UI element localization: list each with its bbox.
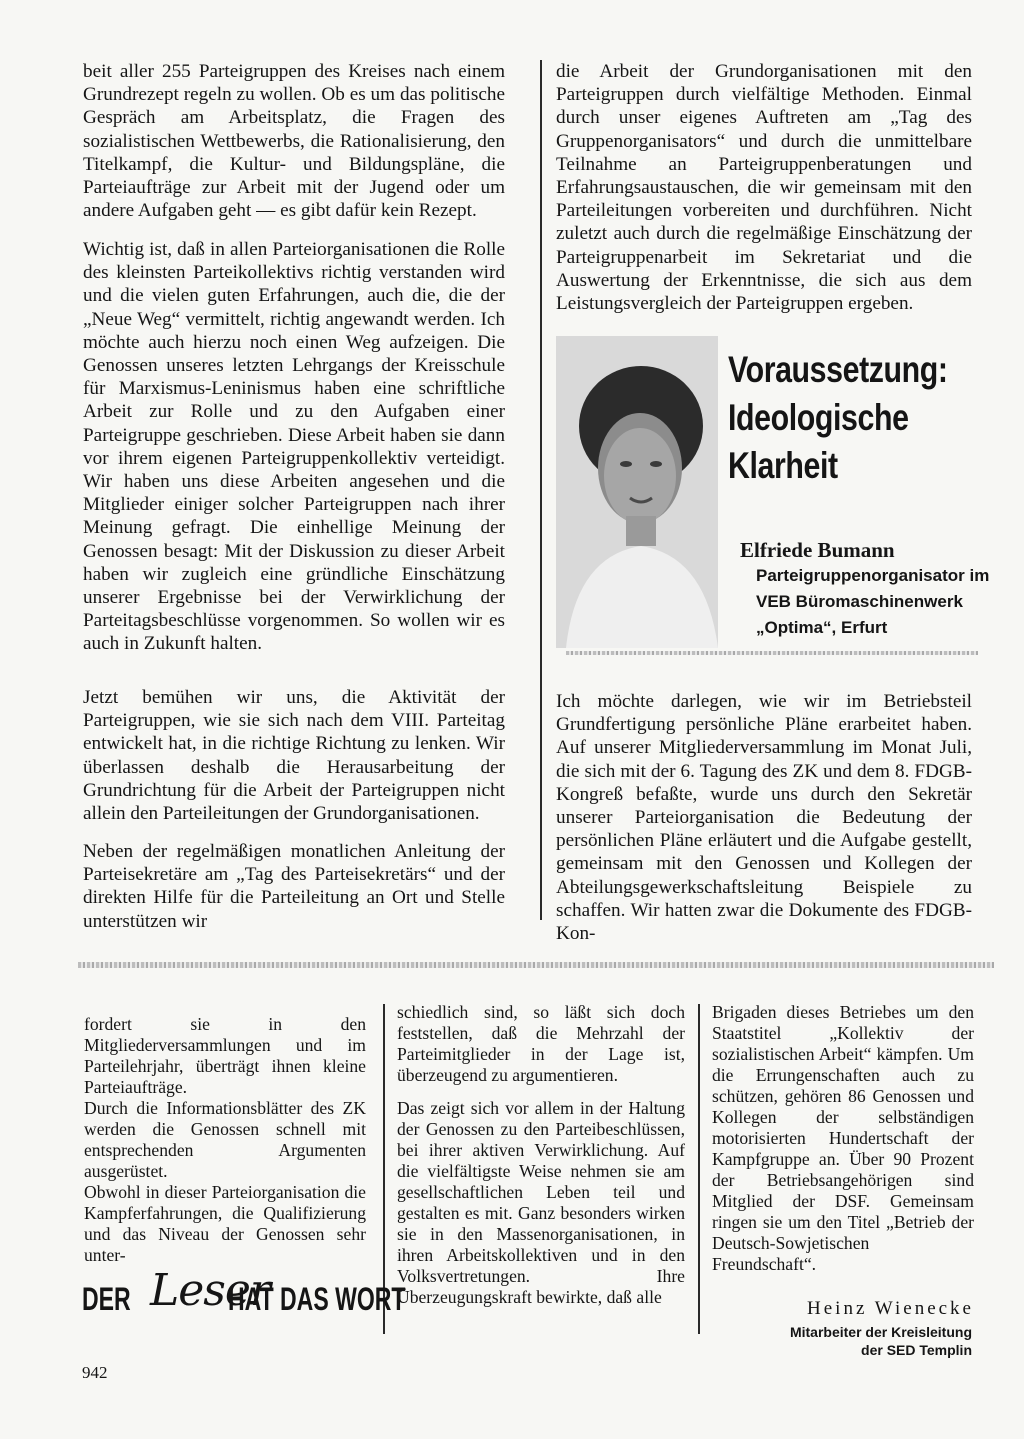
signature-role-line-2: der SED Templin [861, 1342, 972, 1358]
banner-text-hat-das-wort: HAT DAS WORT [228, 1281, 406, 1317]
paragraph-bottom-left-1: fordert sie in den Mitgliederversammlungen und im Parteilehrjahr, überträgt ihnen kleine Parteiaufträge. [84, 1014, 366, 1097]
paragraph-top-left-2: Wichtig ist, daß in allen Parteiorganisationen die Rolle des kleinsten Parteikollektivs richtig verstanden wird und die vielen guten Erfahrungen, auch die, die der „Neue Weg“ vermittelt, richtig angewandt werden. Ich möchte auch hierzu noch einen Weg aufzeigen. Die Genossen unseres letzten Lehrgangs der Kreisschule für Marxismus-Leninismus haben eine schriftliche Arbeit zur Rolle und zu den Aufgaben einer Parteigruppe geschrieben. Diese Arbeit haben sie dann vor ihrem eigenen Parteigruppenkollektiv verteidigt. Wir haben uns diese Arbeiten angesehen und die Mitglieder einiger solcher Parteigruppen nach ihrer Meinung gefragt. Die einhellige Meinung der Genossen besagt: Mit der Diskussion zu dieser Arbeit haben wir zugleich eine gründliche Einschätzung unserer Ergebnisse bei der Verwirklichung der Parteitagsbeschlüsse vorgenommen. So wollen wir es auch in Zukunft halten. [83, 239, 505, 655]
banner-text-der: DER [82, 1281, 131, 1317]
paragraph-bottom-left-2: Durch die Informationsblätter des ZK werden die Genossen schnell mit entsprechenden Argumenten ausgerüstet. [84, 1098, 366, 1181]
paragraph-bottom-middle-1: schiedlich sind, so läßt sich doch feststellen, daß die Mehrzahl der Parteimitglieder in der Lage ist, überzeugend zu argumentieren. [397, 1002, 685, 1085]
paragraph-top-right: die Arbeit der Grundorganisationen mit den Parteigruppen durch vielfältige Methoden. Einmal durch unser eigenes Auftreten am „Tag des Gruppenorganisators“ und durch die unmittelbare Teilnahme an Parteigruppenberatungen und Erfahrungsaustauschen, die wir gemeinsam mit den Parteileitungen vorbereiten und durchführen. Nicht zuletzt auch durch die regelmäßige Einschätzung der Parteigruppenarbeit im Sekretariat und die Auswertung der Erkenntnisse, die sich aus dem Leistungsvergleich der Parteigruppen ergeben. [556, 61, 972, 315]
article-headline-line-1: Voraussetzung: [728, 349, 948, 390]
section-divider [566, 651, 978, 655]
signature-name: Heinz Wienecke [807, 1298, 974, 1319]
page-number: 942 [82, 1363, 108, 1382]
paragraph-bottom-middle-2: Das zeigt sich vor allem in der Haltung der Genossen zu den Parteibeschlüssen, bei ihrer aktiven Verwirklichung. Auf die vielfältigste Weise nehmen sie am gesellschaftlichen Leben teil und gestalten es mit. Ganz besonders wirken sie in den Massenorganisationen, in ihren Arbeitskollektiven und in den Volksvertretungen. Ihre Überzeugungskraft bewirkte, daß alle [397, 1098, 685, 1307]
paragraph-bottom-right: Brigaden dieses Betriebes um den Staatstitel „Kollektiv der sozialistischen Arbeit“ kämpfen. Um die Errungenschaften auch zu schützen, gehören 86 Genossen und Kollegen der selbständigen motorisierten Hundertschaft der Kampfgruppe an. Über 90 Prozent der Betriebsangehörigen sind Mitglied der DSF. Gemeinsam ringen sie um den Titel „Betrieb der Deutsch-Sowjetischen Freundschaft“. [712, 1002, 974, 1274]
column-divider-bottom-2 [698, 1004, 700, 1334]
reader-letters-banner [82, 1265, 406, 1325]
paragraph-bottom-left-3: Obwohl in dieser Parteiorganisation die Kampferfahrungen, die Qualifizierung und das Niveau der Genossen sehr unter- [84, 1182, 366, 1265]
author-role-line-2: VEB Büromaschinenwerk [756, 592, 963, 611]
article-headline-line-2: Ideologische [728, 397, 909, 438]
author-photo [556, 336, 718, 648]
author-name: Elfriede Bumann [740, 538, 895, 562]
article-headline-line-3: Klarheit [728, 445, 838, 486]
paragraph-top-left-3: Jetzt bemühen wir uns, die Aktivität der Parteigruppen, wie sie sich nach dem VIII. Parteitag entwickelt hat, in die richtige Richtung zu lenken. Wir überlassen deshalb die Herausarbeitung der Grundrichtung für die Arbeit der Parteigruppen nicht allein den Parteileitungen der Grundorganisationen. [83, 687, 505, 825]
article-body: Ich möchte darlegen, wie wir im Betriebsteil Grundfertigung persönliche Pläne erarbeitet haben. Auf unserer Mitgliederversammlung im Monat Juli, die sich mit der 6. Tagung des ZK und dem 8. FDGB-Kongreß befaßte, wurde uns durch den Sekretär unserer Parteiorganisation die Bedeutung der persönlichen Pläne erläutert und die Aufgabe gestellt, gemeinsam mit den Genossen und Kollegen der Abteilungsgewerkschaftsleitung Beispiele zu schaffen. Wir hatten zwar die Dokumente des FDGB-Kon- [556, 691, 972, 945]
author-role-line-3: „Optima“, Erfurt [756, 618, 888, 637]
banner-script-leser: Leser [150, 1265, 270, 1316]
paragraph-top-left-1: beit aller 255 Parteigruppen des Kreises nach einem Grundrezept regeln zu wollen. Ob es um das politische Gespräch am Arbeitsplatz, die Fragen des sozialistischen Wettbewerbs, die Rationalisierung, den Titelkampf, die Kultur- und Bildungspläne, die Parteiaufträge zur Arbeit mit der Jugend oder um andere Aufgaben geht — es gibt dafür kein Rezept. [83, 61, 505, 222]
column-divider [540, 60, 542, 920]
signature-role-line-1: Mitarbeiter der Kreisleitung [789, 1324, 972, 1340]
page-divider [78, 962, 994, 968]
paragraph-top-left-4: Neben der regelmäßigen monatlichen Anleitung der Parteisekretäre am „Tag des Parteisekretärs“ und der direkten Hilfe für die Parteileitung an Ort und Stelle unterstützen wir [83, 841, 505, 932]
author-role-line-1: Parteigruppenorganisator im [756, 566, 990, 585]
